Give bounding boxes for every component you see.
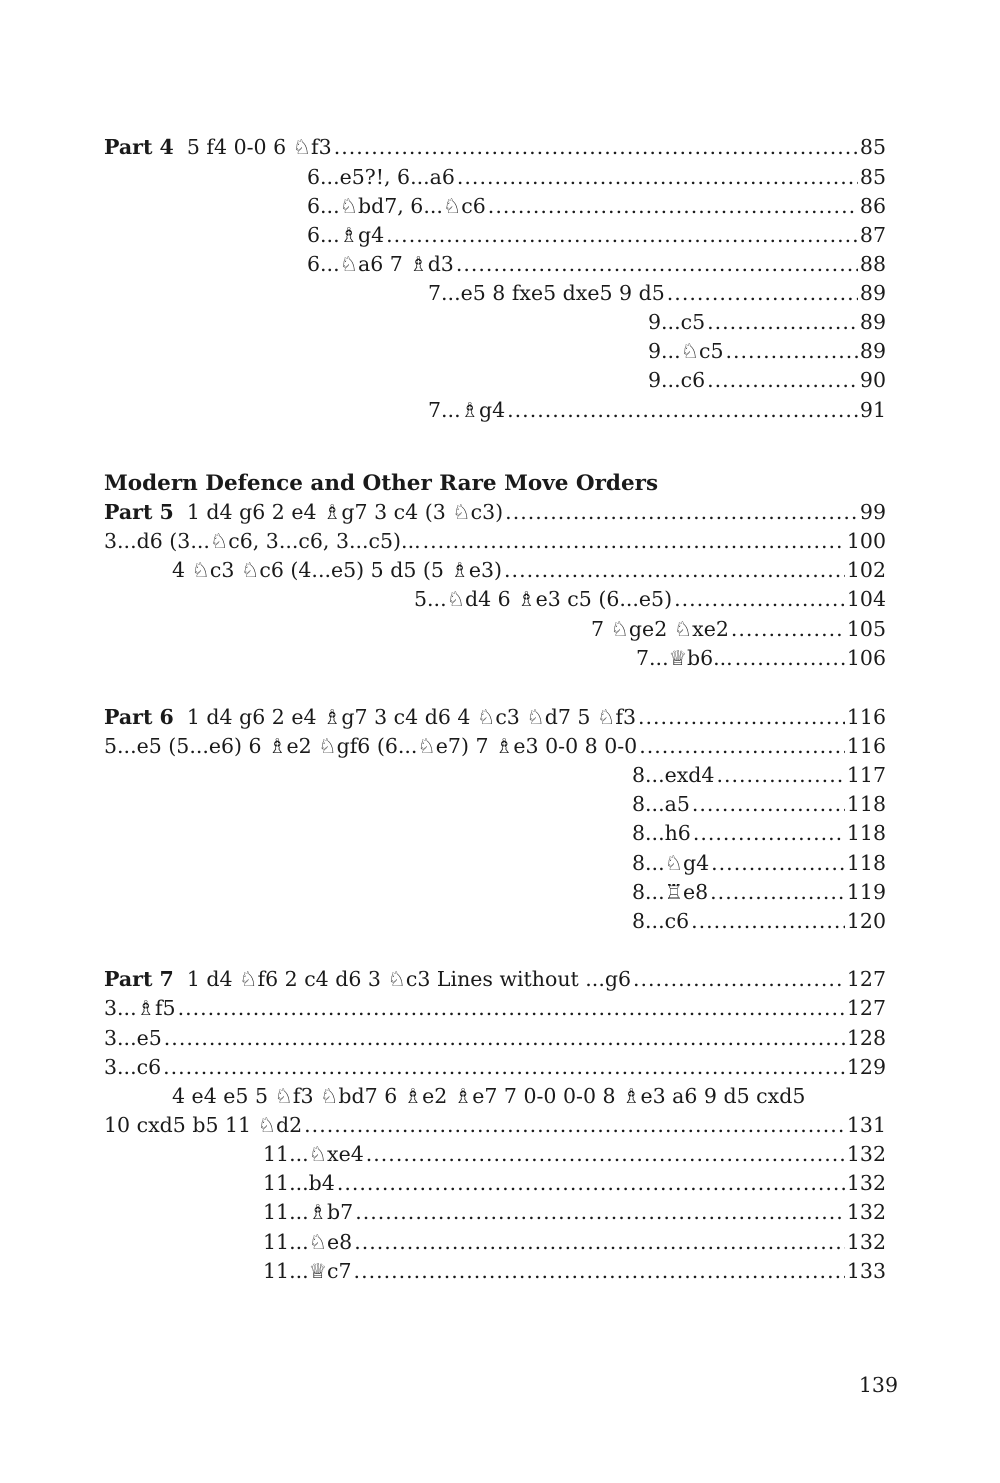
toc-continuation-line: 4 e4 e5 5 ♘f3 ♘bd7 6 ♗e2 ♗e7 7 0-0 0-0 8 ♗e3 a6 9 d5 cxd5	[172, 1084, 806, 1108]
dot-leader	[505, 498, 858, 527]
entry-text: 11...b4	[263, 1171, 335, 1195]
dot-leader	[707, 366, 858, 395]
page-ref: 120	[846, 909, 886, 933]
dot-leader	[716, 761, 844, 790]
page-ref: 88	[859, 252, 886, 276]
entry-text: 3...♗f5	[104, 996, 176, 1020]
page-ref: 132	[846, 1230, 886, 1254]
page-ref: 131	[846, 1113, 886, 1137]
dot-leader	[304, 1111, 845, 1140]
dot-leader	[693, 819, 845, 848]
page-ref: 132	[846, 1200, 886, 1224]
toc-entry	[104, 1053, 886, 1082]
page-ref: 106	[846, 646, 886, 670]
page-ref: 129	[846, 1055, 886, 1079]
dot-leader	[674, 585, 845, 614]
entry-text: 8...♖e8	[632, 880, 709, 904]
toc-entry	[648, 366, 886, 395]
entry-text: 3...e5	[104, 1026, 162, 1050]
page-ref: 85	[859, 165, 886, 189]
dot-leader	[163, 1053, 845, 1082]
page-ref: 91	[859, 398, 886, 422]
toc-entry	[263, 1257, 886, 1286]
toc-entry	[104, 994, 886, 1023]
page-ref: 102	[846, 558, 886, 582]
toc-entry	[632, 878, 886, 907]
entry-text: 3...d6 (3...♘c6, 3...c6, 3...c5)...	[104, 529, 421, 553]
dot-leader	[710, 878, 845, 907]
toc-entry	[307, 221, 886, 250]
entry-text: 8...exd4	[632, 763, 715, 787]
toc-entry	[636, 644, 886, 673]
toc-entry	[104, 1024, 886, 1053]
dot-leader	[667, 279, 858, 308]
toc-entry	[263, 1228, 886, 1257]
page-ref: 118	[846, 851, 886, 875]
page-ref: 99	[859, 500, 886, 524]
dot-leader	[507, 396, 858, 425]
page-ref: 100	[846, 529, 886, 553]
entry-text: 8...c6	[632, 909, 690, 933]
page-ref: 89	[859, 281, 886, 305]
dot-leader	[691, 907, 845, 936]
entry-text: 5...e5 (5...e6) 6 ♗e2 ♘gf6 (6...♘e7) 7 ♗e3 0-0 8 0-0	[104, 734, 638, 758]
toc-entry	[591, 615, 886, 644]
page-ref: 85	[859, 135, 886, 159]
entry-text: 6...♗g4	[307, 223, 385, 247]
toc-entry	[104, 703, 886, 732]
entry-text: 9...c6	[648, 368, 706, 392]
dot-leader	[638, 703, 845, 732]
toc-entry	[263, 1198, 886, 1227]
dot-leader	[366, 1140, 845, 1169]
toc-entry	[648, 308, 886, 337]
dot-leader	[504, 556, 845, 585]
toc-entry	[307, 192, 886, 221]
page-ref: 117	[846, 763, 886, 787]
page-ref: 119	[846, 880, 886, 904]
entry-text: 6...♘a6 7 ♗d3	[307, 252, 454, 276]
entry-text: 6...e5?!, 6...a6	[307, 165, 455, 189]
dot-leader	[707, 308, 858, 337]
page-ref: 89	[859, 339, 886, 363]
entry-text: 7 ♘ge2 ♘xe2	[591, 617, 729, 641]
toc-entry	[104, 527, 886, 556]
page-ref: 127	[846, 967, 886, 991]
toc-entry	[104, 1111, 886, 1140]
toc-entry	[632, 849, 886, 878]
toc-entry	[632, 907, 886, 936]
dot-leader	[423, 527, 845, 556]
entry-text: 6...♘bd7, 6...♘c6	[307, 194, 486, 218]
page-ref: 104	[846, 587, 886, 611]
page-ref: 90	[859, 368, 886, 392]
toc-entry	[648, 337, 886, 366]
page-ref: 118	[846, 821, 886, 845]
page-ref: 116	[846, 734, 886, 758]
dot-leader	[456, 250, 858, 279]
dot-leader	[488, 192, 858, 221]
dot-leader	[633, 965, 845, 994]
toc-entry	[428, 279, 886, 308]
entry-text: 5...♘d4 6 ♗e3 c5 (6...e5)	[414, 587, 673, 611]
toc-entry	[172, 556, 886, 585]
entry-text: 7...♕b6...	[636, 646, 733, 670]
entry-text: 8...♘g4	[632, 851, 710, 875]
page-ref: 132	[846, 1171, 886, 1195]
toc-entry	[632, 761, 886, 790]
toc-entry	[104, 732, 886, 761]
page-ref: 118	[846, 792, 886, 816]
entry-text: 11...♕c7	[263, 1259, 352, 1283]
section-heading: Modern Defence and Other Rare Move Orders	[104, 471, 659, 496]
toc-entry	[104, 498, 886, 527]
dot-leader	[178, 994, 845, 1023]
page-ref: 87	[859, 223, 886, 247]
toc-entry	[307, 163, 886, 192]
entry-text: 7...e5 8 fxe5 dxe5 9 d5	[428, 281, 665, 305]
dot-leader	[354, 1228, 845, 1257]
toc-entry	[632, 790, 886, 819]
page-ref: 132	[846, 1142, 886, 1166]
page-number: 139	[858, 1373, 898, 1397]
page-ref: 105	[846, 617, 886, 641]
dot-leader	[639, 732, 845, 761]
page-ref: 128	[846, 1026, 886, 1050]
entry-text: 4 ♘c3 ♘c6 (4...e5) 5 d5 (5 ♗e3)	[172, 558, 503, 582]
toc-entry	[428, 396, 886, 425]
dot-leader	[731, 615, 845, 644]
entry-text: 9...♘c5	[648, 339, 724, 363]
dot-leader	[354, 1257, 845, 1286]
part-label: Part 6	[104, 705, 174, 729]
toc-entry	[632, 819, 886, 848]
part-label: Part 7	[104, 967, 174, 991]
toc-entry	[104, 133, 886, 162]
dot-leader	[457, 163, 858, 192]
entry-text: 11...♘xe4	[263, 1142, 364, 1166]
entry-text: 5 f4 0-0 6 ♘f3	[186, 135, 332, 159]
entry-text: 11...♗b7	[263, 1200, 354, 1224]
entry-text: 7...♗g4	[428, 398, 506, 422]
dot-leader	[386, 221, 858, 250]
page-ref: 127	[846, 996, 886, 1020]
entry-text: 11...♘e8	[263, 1230, 353, 1254]
page-ref: 133	[846, 1259, 886, 1283]
dot-leader	[692, 790, 845, 819]
dot-leader	[726, 337, 858, 366]
toc-entry	[414, 585, 886, 614]
entry-text: 8...a5	[632, 792, 690, 816]
entry-text: 1 d4 g6 2 e4 ♗g7 3 c4 d6 4 ♘c3 ♘d7 5 ♘f3	[186, 705, 636, 729]
part-label: Part 5	[104, 500, 174, 524]
toc-entry	[263, 1169, 886, 1198]
toc-entry	[104, 965, 886, 994]
dot-leader	[355, 1198, 845, 1227]
entry-text: 1 d4 g6 2 e4 ♗g7 3 c4 (3 ♘c3)	[186, 500, 504, 524]
page-ref: 116	[846, 705, 886, 729]
entry-text: 9...c5	[648, 310, 706, 334]
dot-leader	[735, 644, 845, 673]
dot-leader	[334, 133, 858, 162]
dot-leader	[164, 1024, 845, 1053]
entry-text: 10 cxd5 b5 11 ♘d2	[104, 1113, 303, 1137]
page-ref: 86	[859, 194, 886, 218]
entry-text: 1 d4 ♘f6 2 c4 d6 3 ♘c3 Lines without ...g6	[186, 967, 631, 991]
entry-text: 3...c6	[104, 1055, 162, 1079]
dot-leader	[337, 1169, 845, 1198]
toc-entry	[307, 250, 886, 279]
part-label: Part 4	[104, 135, 174, 159]
page-ref: 89	[859, 310, 886, 334]
entry-text: 8...h6	[632, 821, 691, 845]
toc-entry	[263, 1140, 886, 1169]
dot-leader	[711, 849, 845, 878]
